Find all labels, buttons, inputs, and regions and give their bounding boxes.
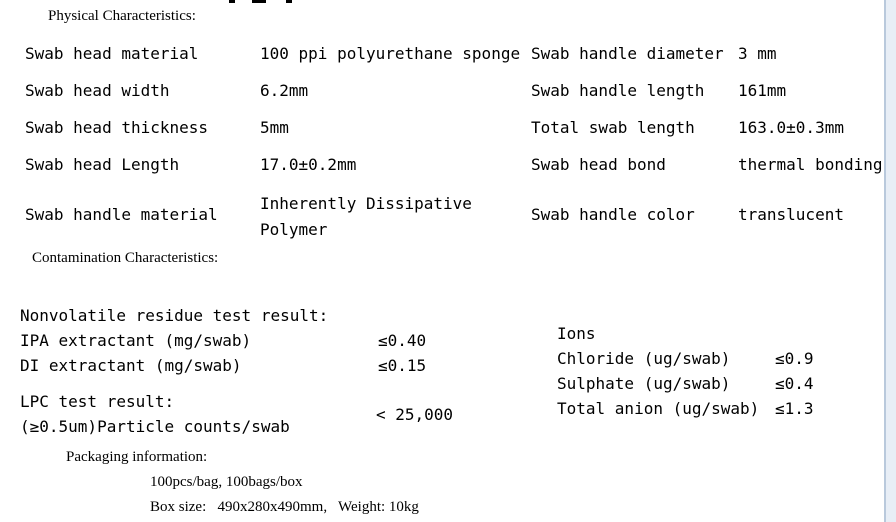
physical-cell-value: 6.2mm [260,81,309,100]
physical-cell-value: 163.0±0.3mm [738,118,844,137]
ipa-value: ≤0.40 [378,331,427,350]
physical-cell-label: Swab head width [25,81,170,100]
physical-cell-value: thermal bonding [738,155,883,174]
lpc-value: < 25,000 [376,405,454,424]
chloride-value: ≤0.9 [775,349,814,368]
physical-cell-label: Swab head material [25,44,199,63]
packaging-line-1: 100pcs/bag, 100bags/box [150,474,303,490]
physical-cell-line: Polymer [260,220,328,239]
ions-title: Ions [557,324,596,343]
sulphate-value: ≤0.4 [775,374,814,393]
physical-cell-label: Swab head Length [25,155,180,174]
physical-cell-label: Total swab length [531,118,695,137]
chloride-label: Chloride (ug/swab) [557,349,731,368]
physical-cell-value: 5mm [260,118,289,137]
physical-cell-label: Swab handle length [531,81,705,100]
window-edge-border [884,0,886,522]
physical-cell-value [260,191,472,243]
physical-cell-label: Swab handle diameter [531,44,724,63]
di-label: DI extractant (mg/swab) [20,356,242,375]
physical-cell-value: 17.0±0.2mm [260,155,357,174]
physical-cell-label: Swab handle color [531,205,695,224]
physical-cell-value: 100 ppi polyurethane sponge [260,44,521,63]
physical-cell-label: Swab handle material [25,205,218,224]
lpc-title: LPC test result: [20,392,175,411]
physical-cell-value: 3 mm [738,44,777,63]
di-value: ≤0.15 [378,356,427,375]
physical-cell-value: translucent [738,205,844,224]
physical-cell-line: Inherently Dissipative [260,194,472,213]
total-anion-value: ≤1.3 [775,399,814,418]
physical-cell-label: Swab head bond [531,155,666,174]
sulphate-label: Sulphate (ug/swab) [557,374,731,393]
packaging-heading: Packaging information: [66,449,208,465]
total-anion-label: Total anion (ug/swab) [557,399,760,418]
packaging-line-2: Box size: 490x280x490mm, Weight: 10kg [150,499,419,515]
window-edge-background [886,0,896,522]
physical-heading: Physical Characteristics: [48,8,196,24]
contamination-heading: Contamination Characteristics: [32,250,219,266]
physical-cell-value: 161mm [738,81,787,100]
physical-cell-label: Swab head thickness [25,118,209,137]
ipa-label: IPA extractant (mg/swab) [20,331,252,350]
cropped-text-fragments [0,0,896,3]
nvr-title: Nonvolatile residue test result: [20,306,329,325]
lpc-label: (≥0.5um)Particle counts/swab [20,417,290,436]
